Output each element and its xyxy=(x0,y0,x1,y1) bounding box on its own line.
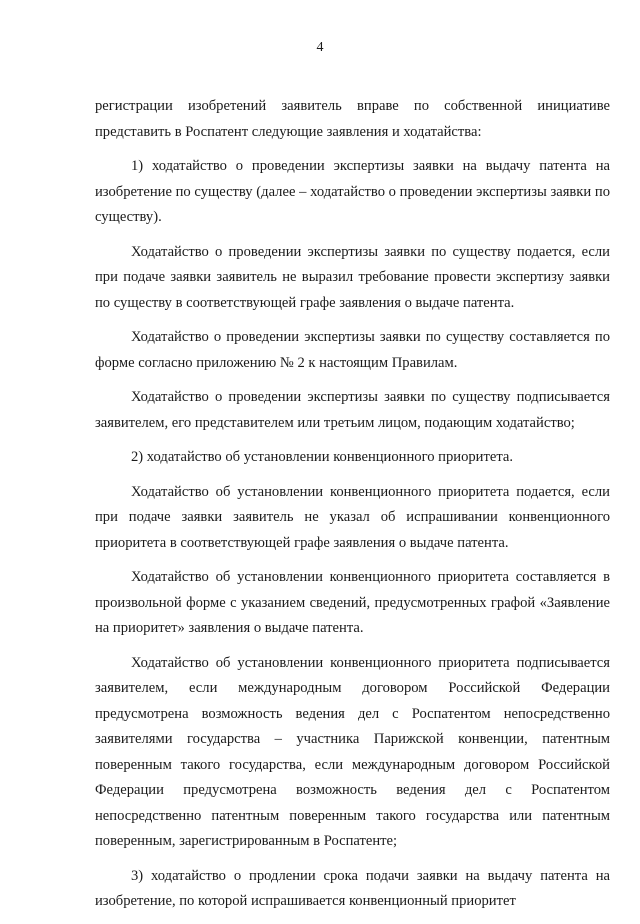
document-body xyxy=(95,94,610,924)
paragraph: 3) ходатайство о продлении срока подачи заявки на выдачу патента на изобретение, по которой испрашивается конвенционный приоритет xyxy=(95,867,610,909)
paragraph: 1) ходатайство о проведении экспертизы заявки на выдачу патента на изобретение по существу (далее – ходатайство о проведении экспертизы заявки по существу). xyxy=(95,158,610,225)
paragraph: Ходатайство об установлении конвенционного приоритета составляется в произвольной форме с указанием сведений, предусмотренных графой «Заявление на приоритет» заявления о выдаче патента. xyxy=(95,569,610,636)
paragraph: регистрации изобретений заявитель вправе по собственной инициативе представить в Роспатент следующие заявления и ходатайства: xyxy=(95,98,610,140)
paragraph: Ходатайство об установлении конвенционного приоритета подается, если при подаче заявки заявитель не указал об испрашивании конвенционного приоритета в соответствующей графе заявления о выдаче патента. xyxy=(95,483,610,551)
paragraph: Ходатайство о проведении экспертизы заявки по существу подается, если при подаче заявки заявитель не выразил требование провести экспертизу заявки по существу в соответствующей графе заявления о выдаче патента. xyxy=(95,243,610,311)
paragraph: Ходатайство о проведении экспертизы заявки по существу подписывается заявителем, его представителем или третьим лицом, подающим ходатайство; xyxy=(95,389,610,431)
paragraph: Ходатайство о проведении экспертизы заявки по существу составляется по форме согласно приложению № 2 к настоящим Правилам. xyxy=(95,329,610,371)
paragraph: Ходатайство об установлении конвенционного приоритета подписывается заявителем, если международным договором Российской Федерации предусмотрена возможность ведения дел с Роспатентом непосредственно заявителями государства – участника Парижской конвенции, патентным поверенным такого государства, если международным договором Российской Федерации предусмотрена возможность ведения дел с Роспатентом непосредственно патентным поверенным такого государства или патентным поверенным, зарегистрированным в Роспатенте; xyxy=(95,654,610,849)
paragraph: 2) ходатайство об установлении конвенционного приоритета. xyxy=(131,449,514,465)
page-number: 4 xyxy=(316,40,324,55)
